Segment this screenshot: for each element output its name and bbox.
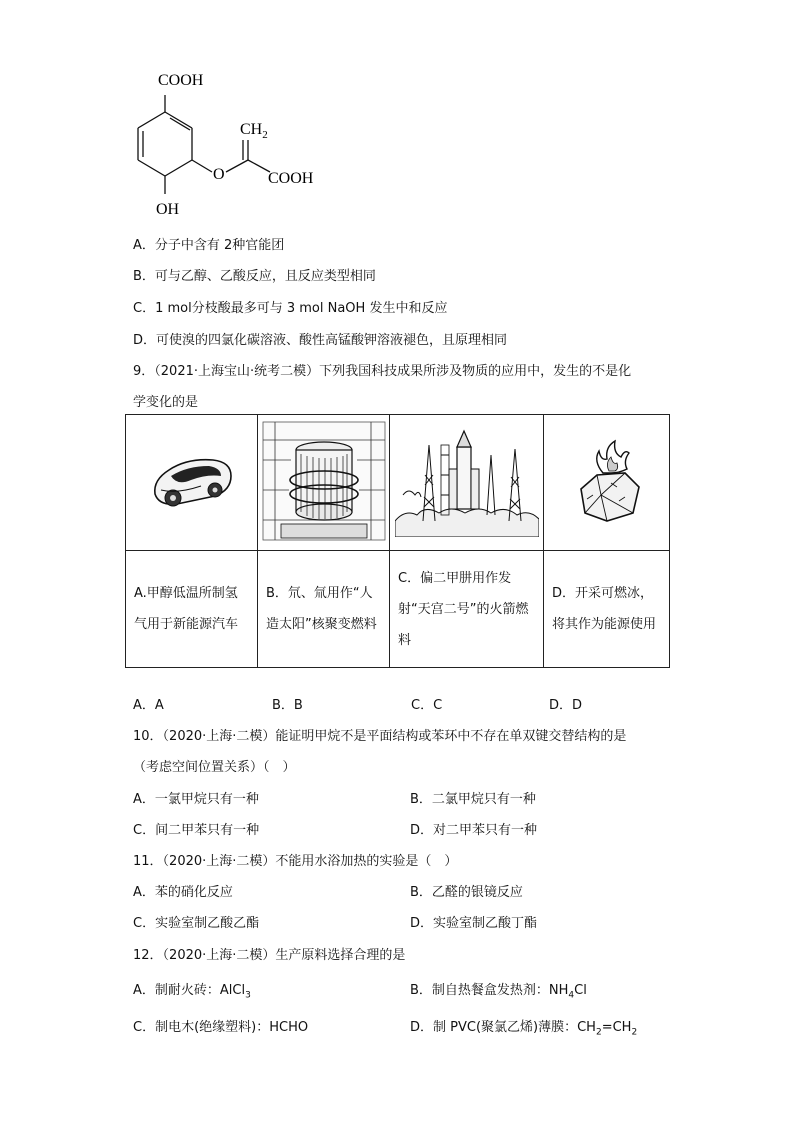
chorismic-acid-structure [120,62,350,222]
ch2-label: $CH_2$ [240,121,268,141]
q12-stem: 12．（2020·上海·二模）生产原料选择合理的是 [133,948,406,963]
q9-cell-a: A.甲醇低温所制氢气用于新能源汽车 [126,551,258,668]
q11-stem: 11．（2020·上海·二模）不能用水浴加热的实验是（ ） [133,854,458,869]
q10-option-d: D．对二甲苯只有一种 [410,823,538,838]
rocket-launch-illustration [395,425,539,537]
q9-stem-line1: 9．（2021·上海宝山·统考二模）下列我国科技成果所涉及物质的应用中，发生的不是化 [133,364,632,379]
q9-answer-d: D．D [549,698,583,713]
q9-cell-d: D．开采可燃冰，将其作为能源使用 [544,551,670,668]
q10-option-a: A．一氯甲烷只有一种 [133,792,259,807]
ether-o-label: O [213,166,225,183]
q10-option-c: C．间二甲苯只有一种 [133,823,260,838]
q8-option-a: A．分子中含有 2种官能团 [133,238,285,253]
q9-cell-b: B．氘、氚用作“人造太阳”核聚变燃料 [258,551,390,668]
q8-option-d: D．可使溴的四氯化碳溶液、酸性高锰酸钾溶液褪色，且原理相同 [133,333,508,348]
q12-option-c: C．制电木(绝缘塑料)：HCHO [133,1020,309,1035]
q11-option-c: C．实验室制乙酸乙酯 [133,916,260,931]
cooh-top-label: COOH [158,72,204,89]
q9-image-d-cell [544,415,670,551]
q12-option-d: D．制 PVC(聚氯乙烯)薄膜：$CH_2=CH_2$ [410,1020,638,1038]
q8-option-c: C．1 mol分枝酸最多可与 3 mol NaOH 发生中和反应 [133,301,448,316]
q9-answer-a: A．A [133,698,164,713]
q10-option-b: B．二氯甲烷只有一种 [410,792,536,807]
q9-image-a-cell [126,415,258,551]
q11-option-a: A．苯的硝化反应 [133,885,233,900]
hydrogen-car-illustration [147,446,237,516]
q9-cell-c: C．偏二甲肼用作发射“天宫二号”的火箭燃料 [390,551,544,668]
fusion-reactor-illustration [261,420,387,542]
burning-ice-illustration [567,439,647,523]
q9-table [125,414,670,668]
q9-answer-b: B．B [272,698,303,713]
q9-stem-line2: 学变化的是 [133,395,199,410]
q11-option-b: B．乙醛的银镜反应 [410,885,523,900]
cooh-right-label: COOH [268,170,314,187]
q10-stem-line2: （考虑空间位置关系）（ ） [133,760,296,775]
q8-option-b: B．可与乙醇、乙酸反应，且反应类型相同 [133,269,376,284]
q12-option-b: B．制自热餐盒发热剂：$NH_4Cl$ [410,983,587,1001]
q10-stem-line1: 10．（2020·上海·二模）能证明甲烷不是平面结构或苯环中不存在单双键交替结构的是 [133,729,627,744]
q11-option-d: D．实验室制乙酸丁酯 [410,916,538,931]
q9-answer-c: C．C [411,698,443,713]
q9-image-b-cell [258,415,390,551]
oh-label: OH [156,201,180,218]
q12-option-a: A．制耐火砖：AlCl$_3$ [133,983,251,1001]
q9-image-c-cell [390,415,544,551]
